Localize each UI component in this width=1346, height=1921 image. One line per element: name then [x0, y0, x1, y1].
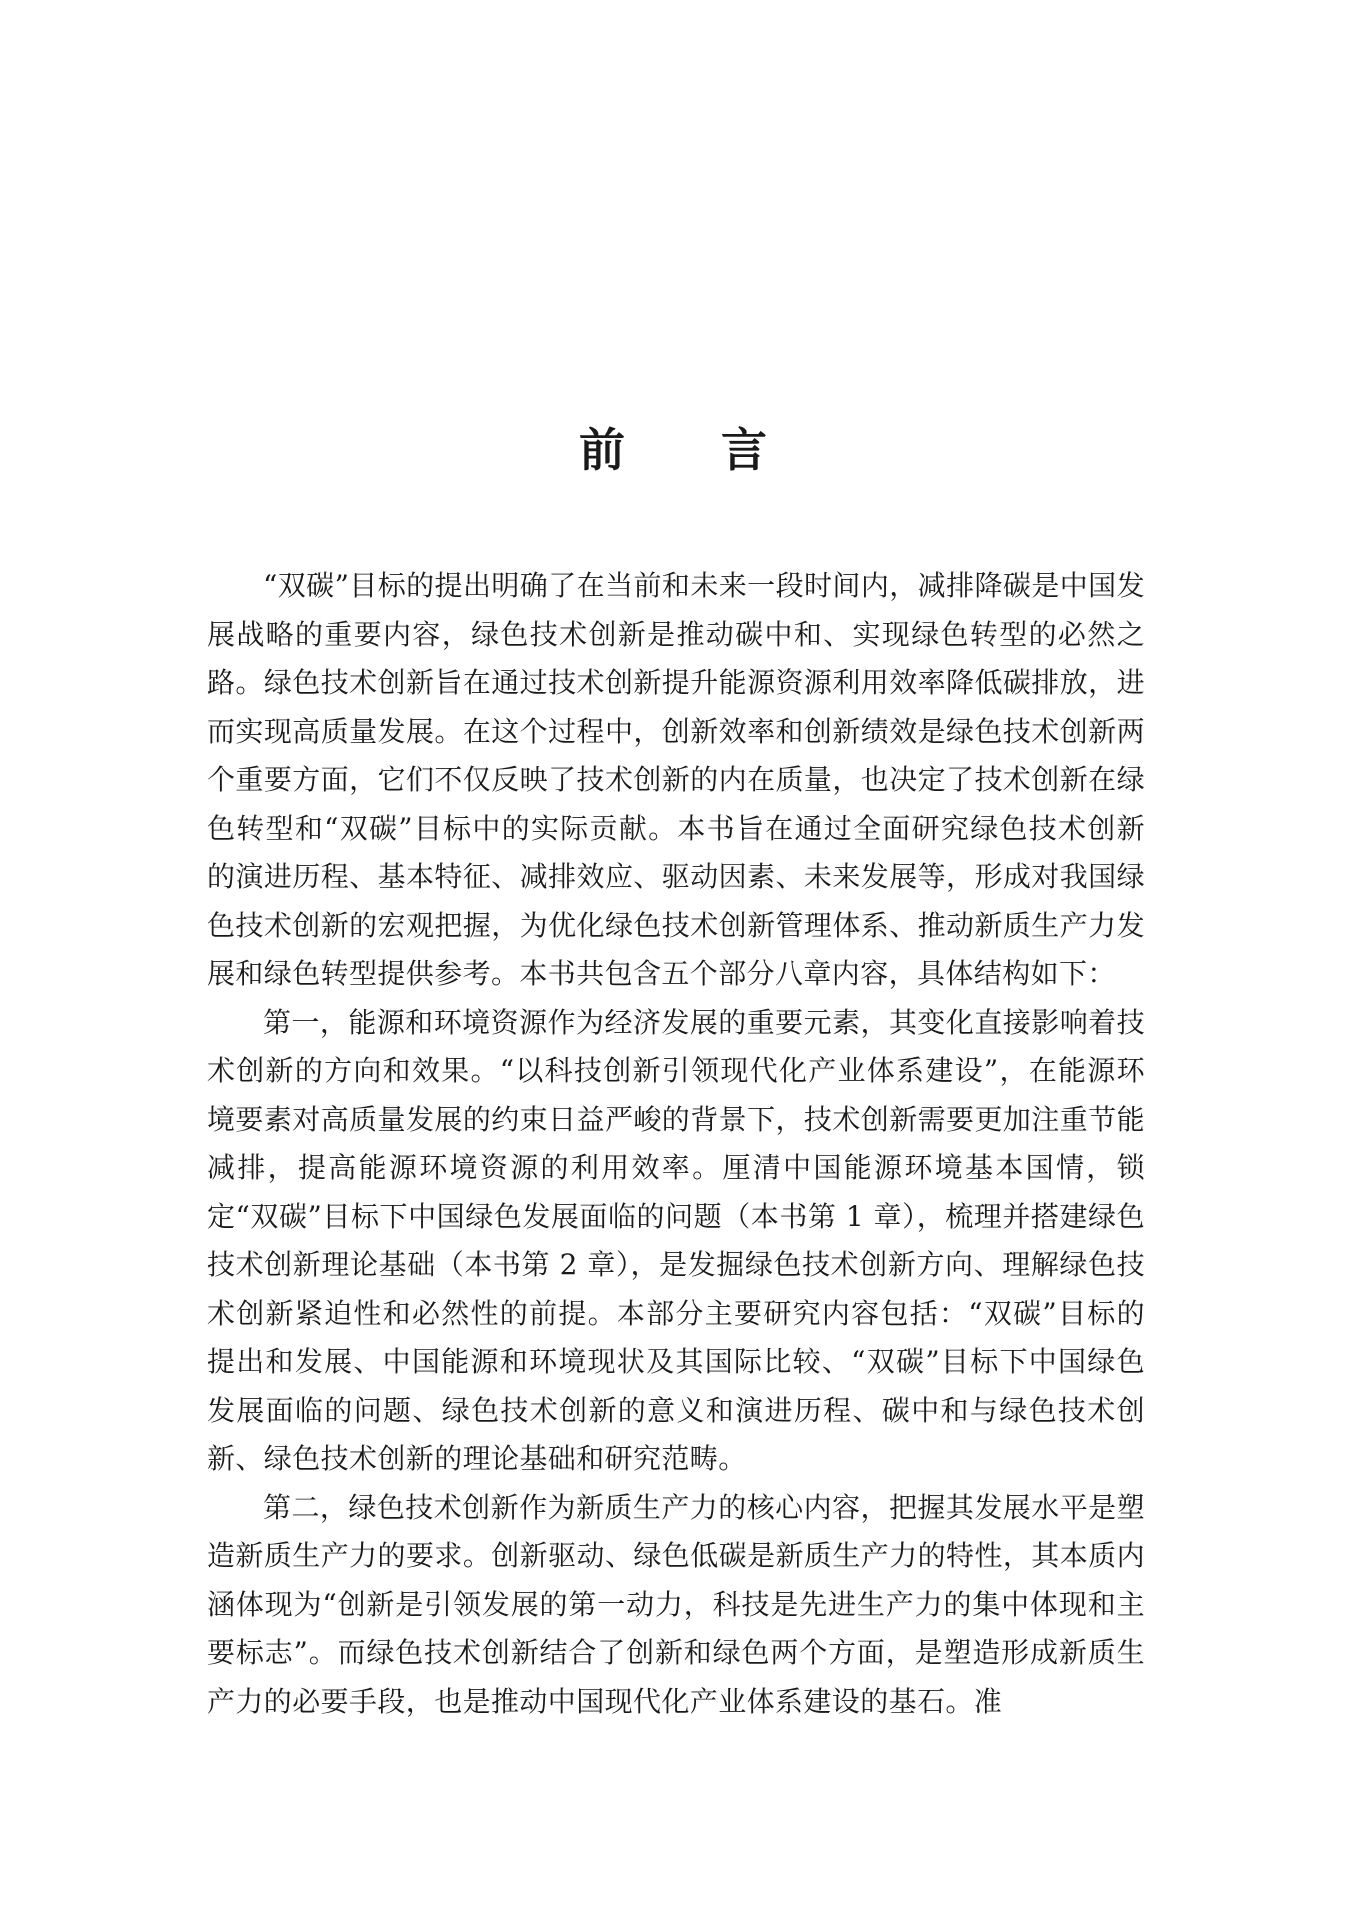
paragraph-intro: “双碳”目标的提出明确了在当前和未来一段时间内，减排降碳是中国发展战略的重要内容，绿色技术创新是推动碳中和、实现绿色转型的必然之路。绿色技术创新旨在通过技术创新提升能源资源利用效率降低碳排放，进而实现高质量发展。在这个过程中，创新效率和创新绩效是绿色技术创新两个重要方面，它们不仅反映了技术创新的内在质量，也决定了技术创新在绿色转型和“双碳”目标中的实际贡献。本书旨在通过全面研究绿色技术创新的演进历程、基本特征、减排效应、驱动因素、未来发展等，形成对我国绿色技术创新的宏观把握，为优化绿色技术创新管理体系、推动新质生产力发展和绿色转型提供参考。本书共包含五个部分八章内容，具体结构如下：	[207, 569, 1145, 990]
preface-body	[207, 562, 1145, 1726]
paragraph-part-two: 第二，绿色技术创新作为新质生产力的核心内容，把握其发展水平是塑造新质生产力的要求。创新驱动、绿色低碳是新质生产力的特性，其本质内涵体现为“创新是引领发展的第一动力，科技是先进生产力的集中体现和主要标志”。而绿色技术创新结合了创新和绿色两个方面，是塑造形成新质生产力的必要手段，也是推动中国现代化产业体系建设的基石。准	[207, 1490, 1145, 1718]
paragraph-part-one: 第一，能源和环境资源作为经济发展的重要元素，其变化直接影响着技术创新的方向和效果。“以科技创新引领现代化产业体系建设”，在能源环境要素对高质量发展的约束日益严峻的背景下，技术创新需要更加注重节能减排，提高能源环境资源的利用效率。厘清中国能源环境基本国情，锁定“双碳”目标下中国绿色发展面临的问题（本书第 1 章），梳理并搭建绿色技术创新理论基础（本书第 2 章），是发掘绿色技术创新方向、理解绿色技术创新紧迫性和必然性的前提。本部分主要研究内容包括：“双碳”目标的提出和发展、中国能源和环境现状及其国际比较、“双碳”目标下中国绿色发展面临的问题、绿色技术创新的意义和演进历程、碳中和与绿色技术创新、绿色技术创新的理论基础和研究范畴。	[207, 1005, 1145, 1475]
title-char-1: 前	[579, 423, 625, 477]
title-char-2: 言	[721, 423, 767, 477]
page-title	[0, 420, 1346, 480]
